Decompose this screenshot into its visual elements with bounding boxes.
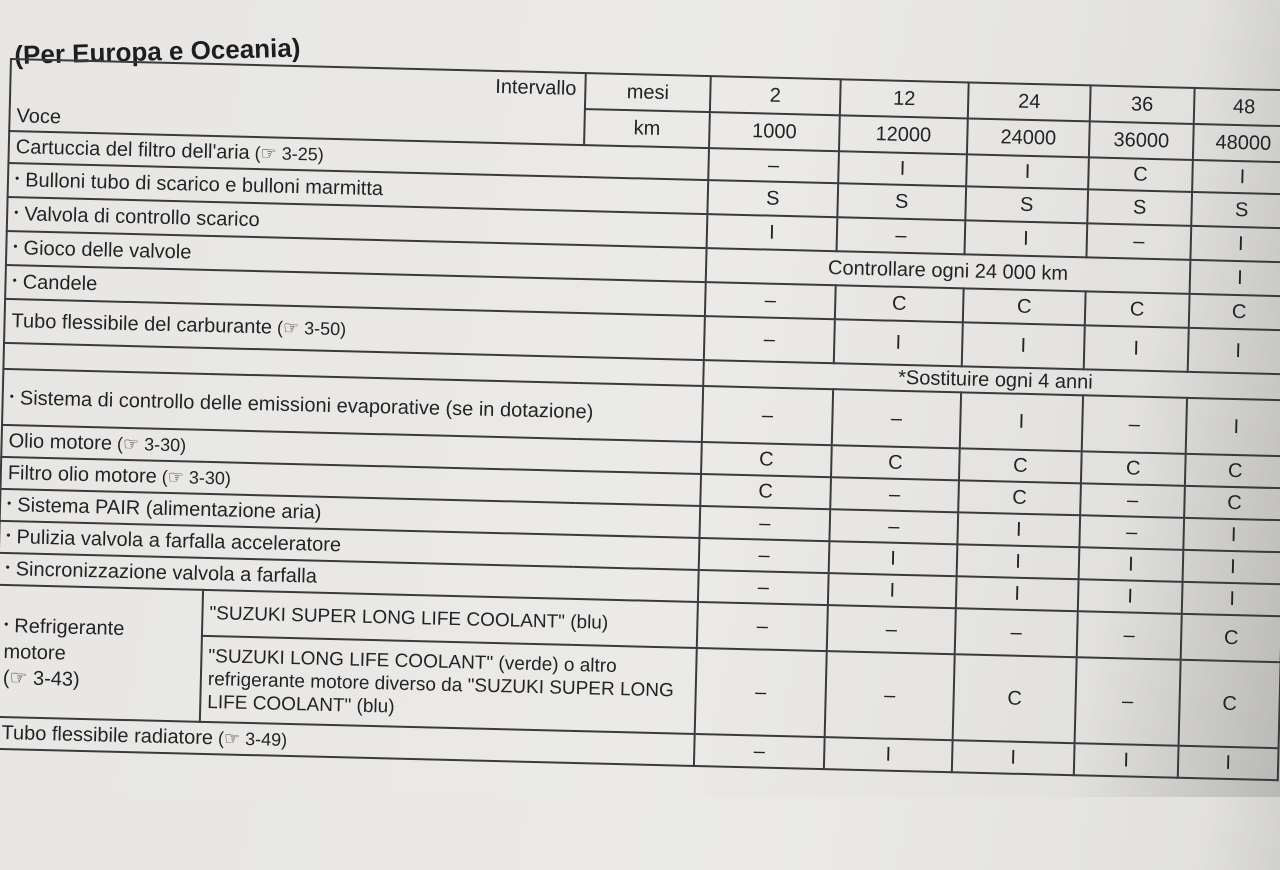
interval-cell: C — [953, 654, 1077, 743]
interval-cell: C — [1085, 291, 1190, 328]
interval-cell: C — [701, 442, 832, 477]
interval-cell: C — [1189, 294, 1280, 330]
interval-cell: I — [960, 392, 1083, 451]
reference-number: 3-30 — [143, 433, 181, 455]
month-value: 12 — [840, 79, 969, 118]
interval-cell: I — [1182, 582, 1280, 616]
reference-number: 3-49 — [244, 728, 282, 750]
marker-icon: • — [9, 389, 15, 404]
page-reference — [112, 433, 187, 455]
pointing-hand-icon: ☞ — [167, 466, 190, 487]
item-label: Pulizia valvola a farfalla acceleratore — [16, 525, 342, 556]
span-note: *Sostituire ogni 4 anni — [703, 360, 1280, 400]
coolant-type-cell: "SUZUKI LONG LIFE COOLANT" (verde) o altro refrigerante motore diverso da "SUZUKI SUPER LONG LIFE COOLANT" (blu) — [200, 636, 697, 734]
month-value: 2 — [710, 76, 841, 115]
coolant-type-cell: "SUZUKI SUPER LONG LIFE COOLANT" (blu) — [202, 590, 698, 648]
item-label: Sistema PAIR (alimentazione aria) — [17, 493, 322, 524]
item-label: Sincronizzazione valvola a farfalla — [15, 557, 318, 588]
interval-label: Intervallo — [495, 75, 577, 100]
marker-icon: • — [6, 527, 11, 542]
reference-open: ( — [156, 466, 169, 487]
km-value: 12000 — [839, 115, 968, 154]
item-label: Candele — [22, 270, 98, 295]
interval-cell: – — [702, 386, 833, 445]
interval-cell: – — [1079, 515, 1184, 550]
interval-cell: S — [707, 180, 838, 217]
interval-cell: S — [1087, 189, 1192, 226]
interval-cell: I — [1074, 743, 1179, 778]
interval-cell: I — [1190, 260, 1280, 296]
interval-cell: C — [835, 285, 964, 322]
page-reference — [157, 466, 232, 488]
interval-cell: I — [1183, 518, 1280, 552]
marker-icon: • — [3, 617, 9, 632]
interval-cell: I — [1192, 160, 1280, 194]
marker-icon: • — [14, 204, 19, 219]
km-value: 24000 — [967, 118, 1090, 157]
reference-open: ( — [212, 727, 225, 748]
item-label: Gioco delle valvole — [23, 236, 192, 263]
months-label: mesi — [585, 73, 711, 112]
interval-cell: – — [694, 734, 825, 769]
interval-cell: I — [1183, 550, 1280, 584]
reference-number: 3-43 — [32, 667, 74, 691]
interval-cell: – — [708, 148, 839, 183]
interval-cell: I — [956, 576, 1079, 611]
header-corner-cell — [9, 59, 586, 145]
month-value: 36 — [1090, 85, 1195, 124]
reference-number: 3-25 — [281, 143, 319, 165]
interval-cell: I — [957, 544, 1080, 579]
span-note: Controllare ogni 24 000 km — [706, 248, 1191, 294]
pointing-hand-icon: ☞ — [223, 727, 246, 749]
month-value: 48 — [1194, 88, 1280, 126]
interval-cell: I — [1186, 398, 1280, 456]
reference-number: 3-50 — [303, 317, 341, 339]
interval-cell: C — [958, 480, 1081, 515]
interval-cell: C — [1181, 614, 1280, 662]
reference-close: ) — [280, 729, 288, 750]
interval-cell: I — [957, 512, 1080, 547]
pointing-hand-icon: ☞ — [260, 142, 283, 164]
interval-cell: – — [1077, 611, 1182, 660]
interval-cell: C — [959, 448, 1082, 483]
interval-cell: – — [704, 316, 835, 363]
marker-icon: • — [13, 238, 18, 253]
interval-cell: – — [1075, 657, 1181, 746]
reference-close: ) — [339, 318, 347, 339]
reference-number: 3-30 — [188, 466, 226, 488]
interval-cell: C — [1088, 157, 1193, 192]
reference-close: ) — [224, 467, 232, 489]
km-value: 48000 — [1193, 124, 1280, 162]
item-label: Voce — [16, 105, 62, 129]
interval-cell: – — [1086, 223, 1191, 260]
interval-cell: I — [962, 322, 1085, 369]
reference-open: ( — [249, 142, 261, 163]
diagonal-divider — [10, 60, 586, 145]
interval-cell: – — [699, 506, 830, 541]
item-label: Olio motore — [8, 429, 113, 455]
interval-cell: – — [699, 538, 830, 573]
item-label: Cartuccia del filtro dell'aria — [15, 135, 250, 164]
marker-icon: • — [5, 559, 10, 574]
interval-cell: C — [1184, 486, 1280, 520]
reference-close: ) — [317, 144, 325, 165]
interval-cell: I — [1178, 746, 1279, 780]
item-label: Tubo flessibile del carburante — [11, 309, 273, 338]
interval-cell: C — [1185, 454, 1280, 488]
interval-cell: S — [965, 186, 1088, 223]
item-label: Bulloni tubo di scarico e bulloni marmitta — [24, 168, 384, 200]
marker-icon: • — [6, 495, 12, 510]
interval-cell: I — [1190, 226, 1280, 262]
interval-cell: – — [697, 602, 828, 651]
interval-cell: C — [831, 445, 960, 480]
interval-cell: I — [838, 151, 967, 186]
interval-cell: – — [827, 605, 956, 654]
page-reference — [3, 665, 195, 696]
item-label: Sistema di controllo delle emissioni evaporative (se in dotazione) — [19, 387, 594, 424]
interval-cell: I — [1078, 579, 1183, 614]
coolant-label-cell — [0, 585, 203, 722]
interval-cell: – — [705, 282, 836, 319]
marker-icon: • — [14, 170, 20, 185]
reference-open: ( — [111, 433, 124, 454]
interval-cell: I — [834, 319, 963, 366]
interval-cell: I — [824, 737, 953, 772]
interval-cell: I — [1079, 547, 1184, 582]
pointing-hand-icon: (☞ — [2, 667, 34, 690]
item-label: Filtro olio motore — [7, 461, 158, 488]
interval-cell: – — [830, 477, 959, 512]
interval-cell: C — [963, 288, 1086, 325]
interval-cell: – — [832, 389, 961, 448]
interval-cell: I — [829, 541, 958, 576]
interval-cell: S — [1191, 192, 1280, 228]
item-label: Tubo flessibile radiatore — [1, 721, 214, 749]
interval-cell: C — [1179, 660, 1280, 748]
interval-cell: – — [1082, 395, 1187, 454]
interval-cell: I — [1084, 325, 1189, 372]
month-value: 24 — [968, 82, 1091, 121]
interval-cell: – — [1080, 483, 1185, 518]
interval-cell: C — [1081, 451, 1186, 486]
interval-cell: C — [700, 474, 831, 509]
reference-close: ) — [72, 668, 80, 691]
interval-cell: S — [837, 183, 966, 220]
coolant-label: Refrigerante — [14, 615, 125, 640]
km-value: 1000 — [709, 112, 840, 151]
maintenance-schedule-sheet — [0, 58, 1280, 870]
km-value: 36000 — [1089, 121, 1194, 160]
item-label: Valvola di controllo scarico — [24, 202, 260, 231]
interval-cell: I — [828, 573, 957, 608]
interval-cell: I — [964, 220, 1087, 257]
coolant-label-2: motore — [3, 641, 66, 665]
page-reference — [249, 142, 324, 164]
maintenance-table — [0, 58, 1280, 781]
interval-cell: I — [1188, 328, 1280, 374]
interval-cell: – — [829, 509, 958, 544]
pointing-hand-icon: ☞ — [122, 433, 145, 454]
reference-open: ( — [271, 316, 284, 338]
page-title: (Per Europa e Oceania) — [14, 32, 301, 70]
interval-cell: – — [837, 217, 966, 254]
interval-cell: – — [955, 608, 1078, 657]
interval-cell: I — [966, 154, 1089, 189]
table-body — [0, 59, 1280, 780]
interval-cell: – — [698, 570, 829, 605]
interval-cell: I — [952, 740, 1075, 775]
interval-cell: – — [695, 648, 827, 737]
km-label: km — [584, 109, 710, 148]
page-reference — [272, 317, 347, 339]
interval-cell: I — [707, 214, 838, 251]
reference-close: ) — [179, 434, 187, 455]
interval-cell: – — [825, 651, 955, 740]
pointing-hand-icon: ☞ — [282, 317, 305, 338]
page-reference — [213, 728, 288, 750]
marker-icon: • — [12, 272, 17, 287]
